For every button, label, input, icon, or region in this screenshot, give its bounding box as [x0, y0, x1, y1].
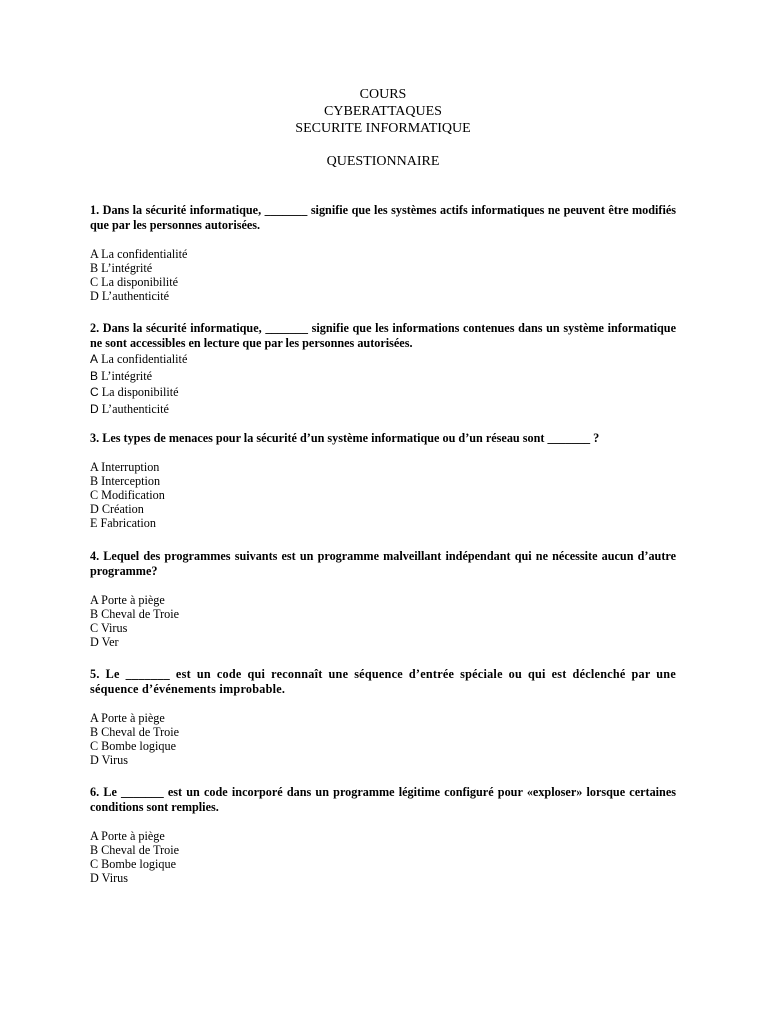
question-4-text: 4. Lequel des programmes suivants est un programme malveillant indépendant qui ne nécessite aucun d’autre programme?	[90, 549, 676, 578]
option-d: D L’authenticité	[90, 289, 170, 303]
option-label: L’authenticité	[101, 401, 169, 416]
option-c: C Modification	[90, 488, 165, 502]
option-e: E Fabrication	[90, 516, 156, 530]
question-2	[90, 321, 676, 417]
option-letter: C	[90, 385, 99, 399]
question-2-text: 2. Dans la sécurité informatique, _______ signifie que les informations contenues dans un système informatique ne sont accessibles en lecture que par les personnes autorisées.	[90, 321, 676, 350]
option-c: C Bombe logique	[90, 739, 176, 753]
option-b: B L’intégrité	[90, 261, 153, 275]
option-letter: A	[90, 352, 99, 366]
option-d: D Création	[90, 502, 144, 516]
header-topic: CYBERATTAQUES	[324, 104, 442, 119]
question-6-text: 6. Le _______ est un code incorporé dans un programme légitime configuré pour «exploser» lorsque certaines conditions sont remplies.	[90, 785, 676, 814]
question-3-text: 3. Les types de menaces pour la sécurité d’un système informatique ou d’un réseau sont _______ ?	[90, 431, 600, 445]
option-d: D Ver	[90, 635, 119, 649]
question-1-text: 1. Dans la sécurité informatique, _______ signifie que les systèmes actifs informatiques ne peuvent être modifiés que par les personnes autorisées.	[90, 203, 676, 232]
question-5-text: 5. Le _______ est un code qui reconnaît une séquence d’entrée spéciale ou qui est déclenché par une séquence d’événements improbable.	[90, 667, 676, 696]
header-subject: SECURITE INFORMATIQUE	[295, 121, 471, 136]
question-3	[90, 431, 676, 530]
option-a: A Interruption	[90, 460, 160, 474]
question-4-options	[90, 593, 676, 649]
option-label: L’intégrité	[101, 368, 153, 383]
option-a	[90, 351, 676, 368]
option-d	[90, 401, 676, 418]
header-questionnaire: QUESTIONNAIRE	[326, 154, 440, 169]
document-header	[90, 86, 676, 170]
question-3-options	[90, 460, 676, 530]
option-c	[90, 384, 676, 401]
option-b	[90, 368, 676, 385]
option-b: B Interception	[90, 474, 161, 488]
option-a: A Porte à piège	[90, 711, 165, 725]
option-a: A Porte à piège	[90, 593, 165, 607]
question-6	[90, 785, 676, 885]
option-letter: B	[90, 368, 99, 383]
option-a: A Porte à piège	[90, 829, 165, 843]
option-c: C La disponibilité	[90, 275, 179, 289]
question-4	[90, 549, 676, 649]
option-b: B Cheval de Troie	[90, 843, 180, 857]
option-label: La confidentialité	[101, 352, 188, 366]
question-1-options	[90, 247, 676, 303]
option-c: C Bombe logique	[90, 857, 176, 871]
option-letter: D	[90, 401, 99, 416]
option-b: B Cheval de Troie	[90, 607, 180, 621]
option-c: C Virus	[90, 621, 128, 635]
question-2-options	[90, 351, 676, 417]
question-1	[90, 203, 676, 303]
option-d: D Virus	[90, 753, 128, 767]
question-5	[90, 667, 676, 767]
option-d: D Virus	[90, 871, 128, 885]
option-b: B Cheval de Troie	[90, 725, 180, 739]
option-a: A La confidentialité	[90, 247, 188, 261]
question-5-options	[90, 711, 676, 767]
header-course: COURS	[359, 87, 407, 102]
question-6-options	[90, 829, 676, 885]
option-label: La disponibilité	[101, 385, 179, 399]
